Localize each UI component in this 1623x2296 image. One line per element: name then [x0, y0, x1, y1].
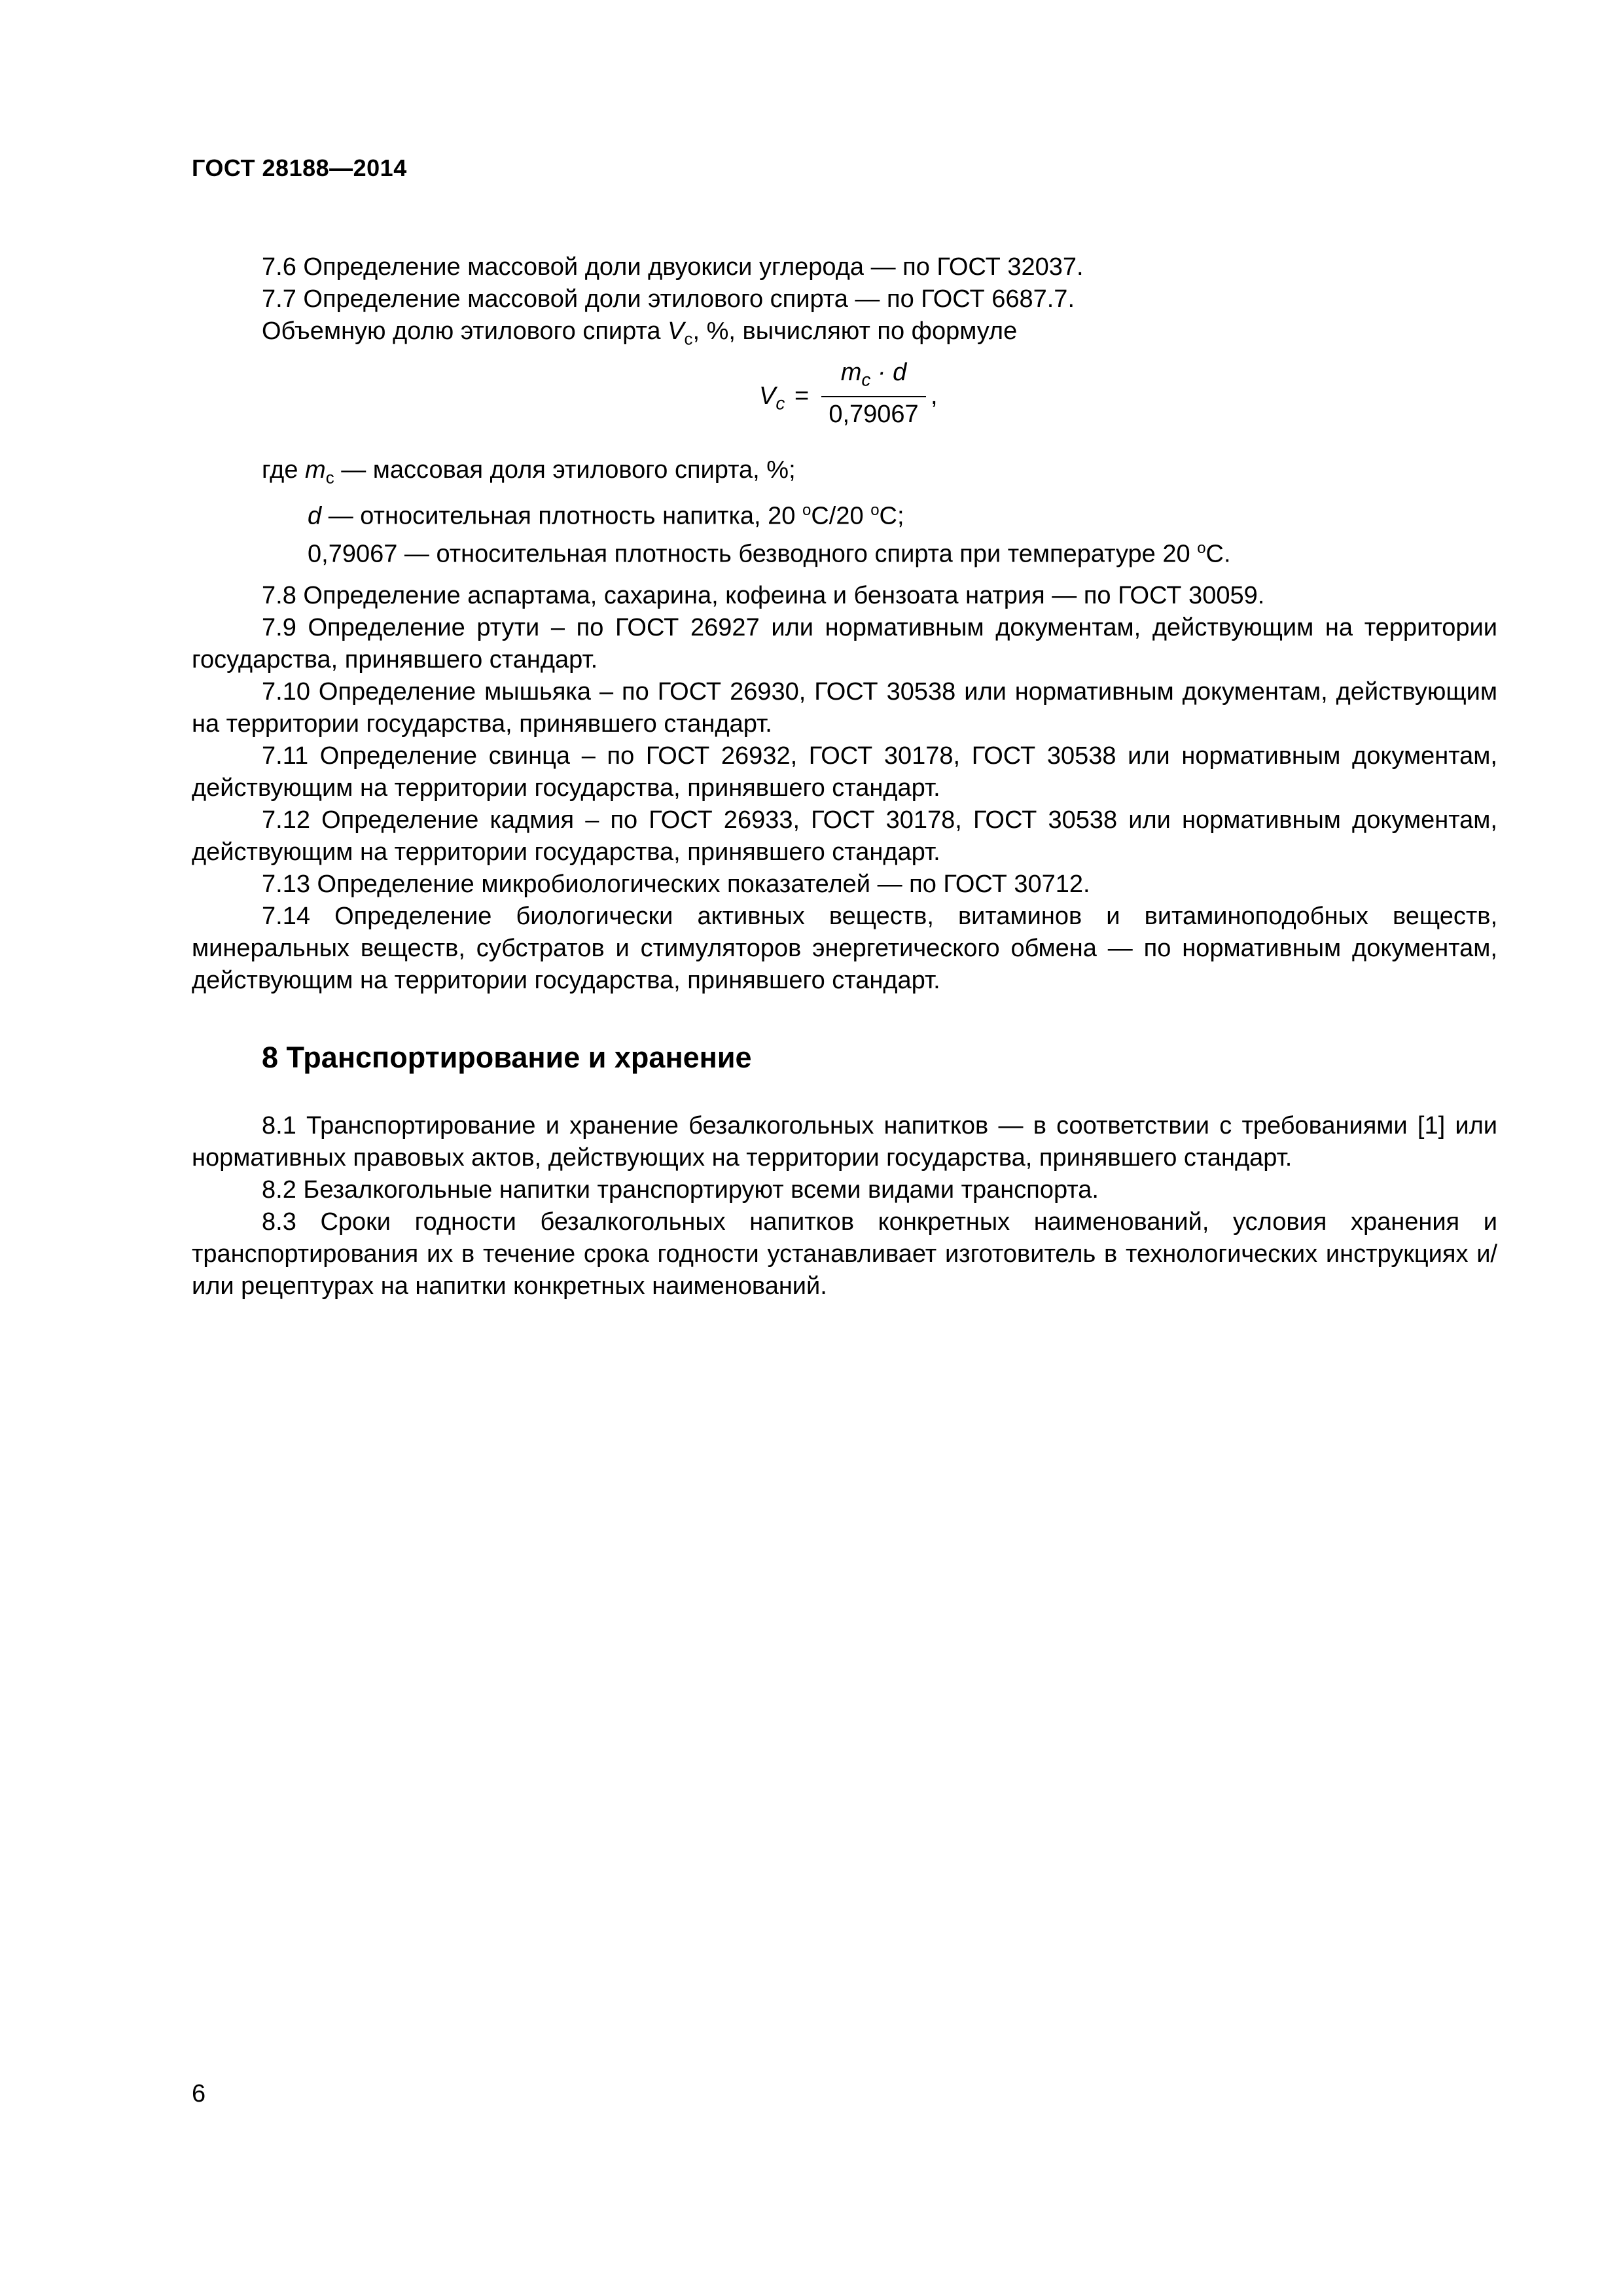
section-7-items	[192, 580, 1497, 997]
legend-density-text-b: C.	[1205, 540, 1231, 568]
legend-density	[262, 532, 1231, 571]
legend-mc-var: m	[305, 456, 326, 484]
formula-num-var: m	[840, 359, 862, 386]
paragraph-8-2: 8.2 Безалкогольные напитки транспортируют всеми видами транспорта.	[262, 1176, 1099, 1204]
degree-sign: o	[802, 501, 812, 519]
legend-d	[262, 494, 1231, 533]
legend-d-text-b: C/20	[811, 502, 871, 530]
formula-lhs	[759, 382, 785, 414]
volume-text-b: , %, вычисляют по формуле	[692, 317, 1018, 345]
page-number: 6	[192, 2080, 206, 2108]
legend-d-text-a: — относительная плотность напитка, 20	[321, 502, 802, 530]
section-8-heading: 8 Транспортирование и хранение	[262, 1041, 752, 1074]
legend-mc-prefix: где	[262, 456, 306, 484]
intro-block	[192, 251, 1497, 355]
section-8-items	[192, 1110, 1497, 1302]
formula	[759, 359, 955, 444]
paragraph-volume-formula-intro	[192, 315, 1497, 355]
paragraph-8-3: 8.3 Сроки годности безалкогольных напитков конкретных наименований, условия хранения и транспортирования их в течение срока годности устанавливает изготовитель в технологических инструкциях и/или рецептурах на напитки конкретных наименований.	[192, 1208, 1497, 1300]
paragraph-7-8: 7.8 Определение аспартама, сахарина, кофеина и бензоата натрия — по ГОСТ 30059.	[262, 582, 1265, 609]
volume-var: V	[668, 317, 685, 345]
formula-equals: =	[794, 382, 810, 410]
paragraph-7-11: 7.11 Определение свинца – по ГОСТ 26932, ГОСТ 30178, ГОСТ 30538 или нормативным документам, действующим на территории государства, принявшего стандарт.	[192, 742, 1497, 802]
paragraph-7-12: 7.12 Определение кадмия – по ГОСТ 26933, ГОСТ 30178, ГОСТ 30538 или нормативным документам, действующим на территории государства, принявшего стандарт.	[192, 806, 1497, 866]
paragraph-7-14: 7.14 Определение биологически активных веществ, витаминов и витаминоподобных веществ, минеральных веществ, субстратов и стимуляторов энергетического обмена — по нормативным документам, действующим на территории государства, принявшего стандарт.	[192, 903, 1497, 994]
legend-mc-sub: c	[325, 467, 334, 488]
formula-legend	[262, 454, 1231, 571]
formula-lhs-sub: c	[776, 393, 785, 414]
paragraph-7-7: 7.7 Определение массовой доли этилового спирта — по ГОСТ 6687.7.	[262, 285, 1075, 313]
legend-mc	[262, 454, 1231, 494]
formula-fraction-bar	[821, 396, 926, 397]
degree-sign: o	[870, 501, 880, 519]
legend-d-var: d	[308, 502, 322, 530]
paragraph-7-9: 7.9 Определение ртути – по ГОСТ 26927 или нормативным документам, действующим на территории государства, принявшего стандарт.	[192, 614, 1497, 673]
paragraph-8-1: 8.1 Транспортирование и хранение безалкогольных напитков — в соответствии с требованиями [1] или нормативных правовых актов, действующих на территории государства, принявшего стандарт.	[192, 1112, 1497, 1172]
document-header: ГОСТ 28188—2014	[192, 154, 407, 181]
formula-comma: ,	[931, 382, 938, 410]
formula-numerator	[825, 359, 923, 391]
paragraph-7-13: 7.13 Определение микробиологических показателей — по ГОСТ 30712.	[262, 870, 1090, 898]
paragraph-7-6: 7.6 Определение массовой доли двуокиси углерода — по ГОСТ 32037.	[262, 253, 1084, 281]
volume-text-a: Объемную долю этилового спирта	[262, 317, 668, 345]
paragraph-7-10: 7.10 Определение мышьяка – по ГОСТ 26930, ГОСТ 30538 или нормативным документам, действующим на территории государства, принявшего стандарт.	[192, 678, 1497, 738]
legend-density-text-a: 0,79067 — относительная плотность безводного спирта при температуре 20	[308, 540, 1198, 568]
legend-d-text-c: C;	[879, 502, 904, 530]
formula-denominator: 0,79067	[829, 401, 919, 428]
formula-num-sub: c	[861, 369, 871, 390]
degree-sign: o	[1197, 539, 1206, 558]
volume-var-sub: c	[684, 329, 693, 349]
formula-lhs-var: V	[759, 382, 776, 410]
formula-num-rest: · d	[870, 359, 907, 386]
legend-mc-text: — массовая доля этилового спирта, %;	[334, 456, 796, 484]
